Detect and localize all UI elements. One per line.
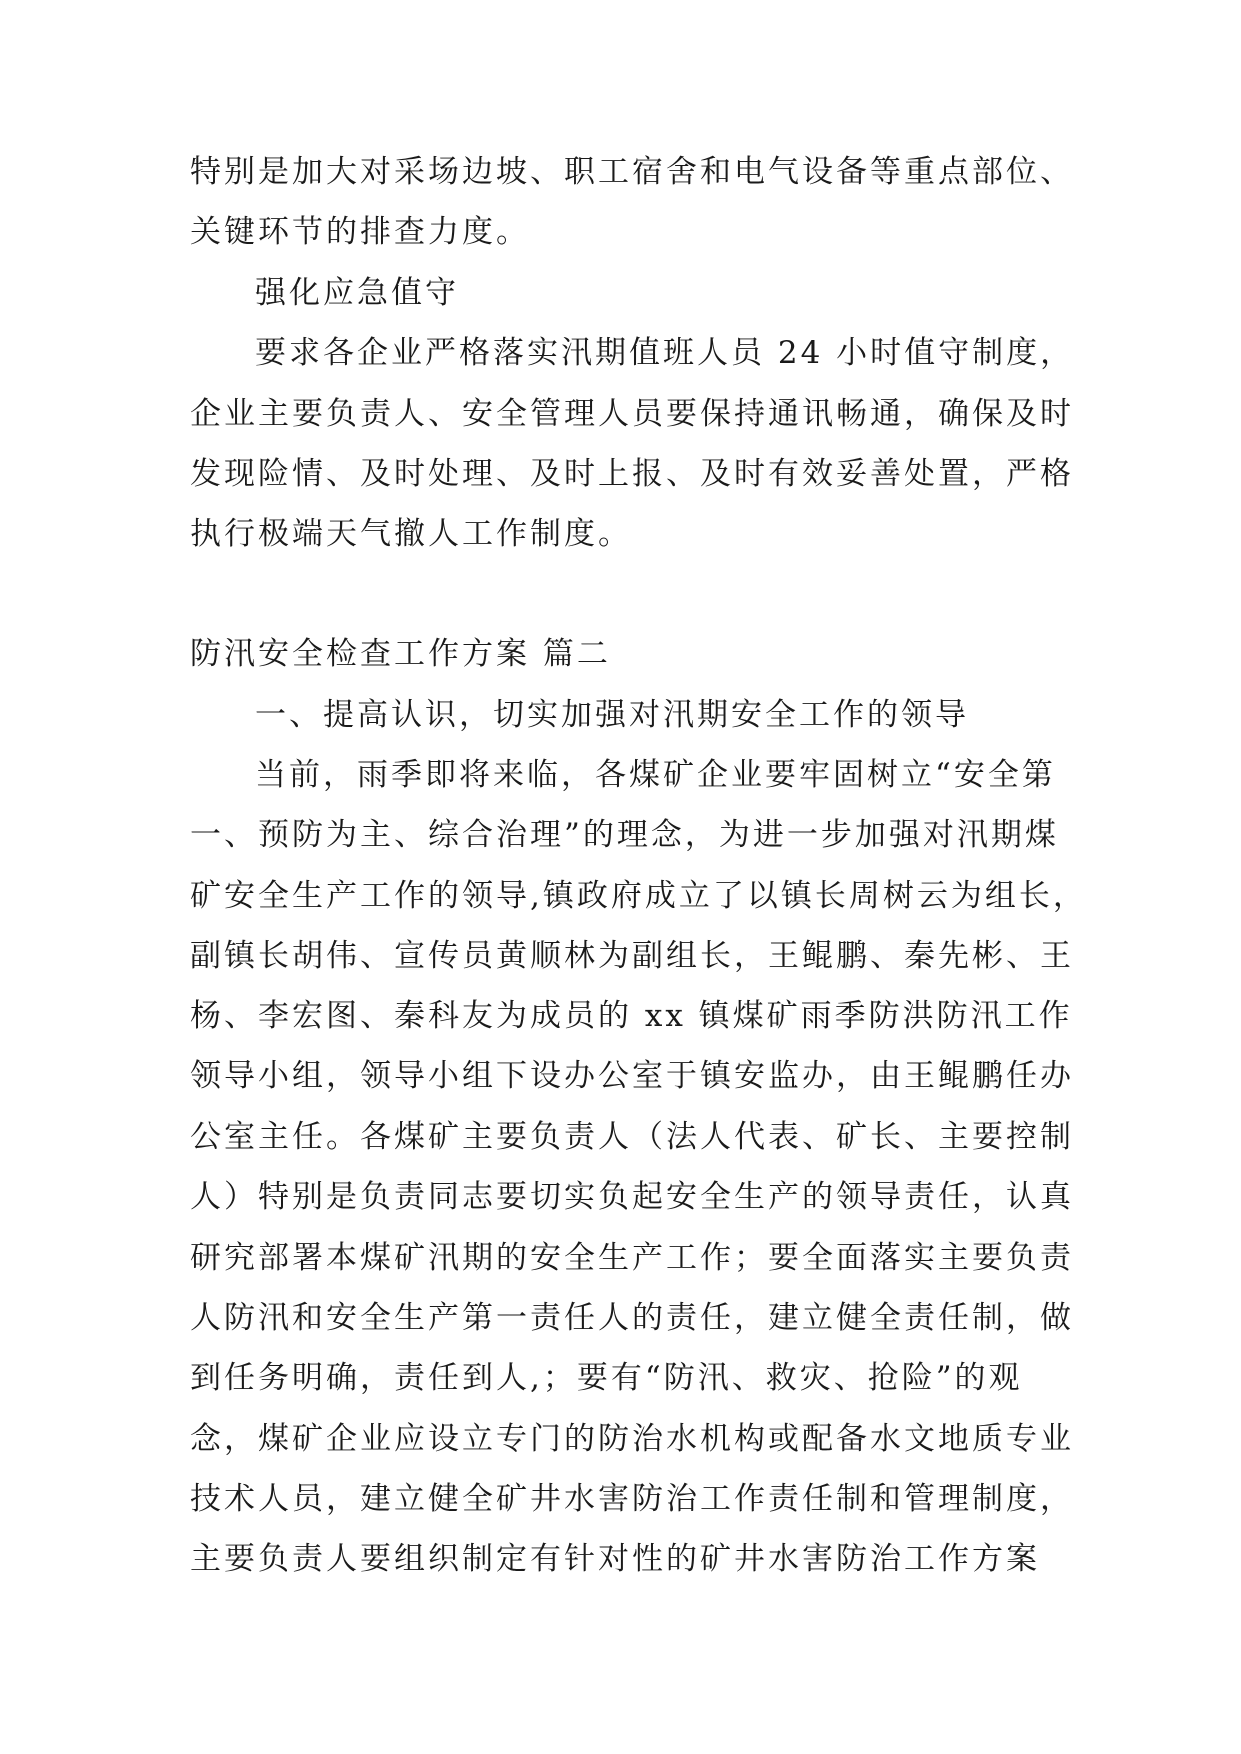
paragraph-line: 发现险情、及时处理、及时上报、及时有效妥善处置，严格	[190, 456, 1074, 492]
paragraph-line: 杨、李宏图、秦科友为成员的 xx 镇煤矿雨季防洪防汛工作	[190, 998, 1073, 1034]
paragraph-line: 人防汛和安全生产第一责任人的责任，建立健全责任制，做	[190, 1300, 1074, 1336]
paragraph-line: 公室主任。各煤矿主要负责人（法人代表、矿长、主要控制	[190, 1119, 1074, 1155]
document-title: 防汛安全检查工作方案 篇二	[190, 636, 611, 672]
paragraph-line: 研究部署本煤矿汛期的安全生产工作；要全面落实主要负责	[190, 1240, 1074, 1276]
paragraph-line: 念，煤矿企业应设立专门的防治水机构或配备水文地质专业	[190, 1421, 1074, 1457]
section-heading: 强化应急值守	[255, 275, 459, 311]
paragraph-line: 执行极端天气撤人工作制度。	[190, 516, 632, 552]
paragraph-line: 矿安全生产工作的领导,镇政府成立了以镇长周树云为组长，	[190, 878, 1087, 914]
paragraph-line: 技术人员，建立健全矿井水害防治工作责任制和管理制度，	[190, 1481, 1074, 1517]
paragraph-line: 企业主要负责人、安全管理人员要保持通讯畅通，确保及时	[190, 396, 1074, 432]
paragraph-line: 当前，雨季即将来临，各煤矿企业要牢固树立“安全第	[255, 757, 1056, 793]
paragraph-line: 要求各企业严格落实汛期值班人员 24 小时值守制度，	[255, 335, 1075, 371]
section-heading: 一、提高认识，切实加强对汛期安全工作的领导	[255, 697, 969, 733]
paragraph-line: 一、预防为主、综合治理”的理念，为进一步加强对汛期煤	[190, 817, 1059, 853]
paragraph-line: 特别是加大对采场边坡、职工宿舍和电气设备等重点部位、	[190, 154, 1074, 190]
paragraph-line: 主要负责人要组织制定有针对性的矿井水害防治工作方案	[190, 1541, 1040, 1577]
paragraph-line: 到任务明确，责任到人,；要有“防汛、救灾、抢险”的观	[190, 1360, 1023, 1396]
paragraph-line: 人）特别是负责同志要切实负起安全生产的领导责任，认真	[190, 1179, 1074, 1215]
paragraph-line: 关键环节的排查力度。	[190, 214, 530, 250]
paragraph-line: 副镇长胡伟、宣传员黄顺林为副组长，王鲲鹏、秦先彬、王	[190, 938, 1074, 974]
paragraph-line: 领导小组，领导小组下设办公室于镇安监办，由王鲲鹏任办	[190, 1058, 1074, 1094]
